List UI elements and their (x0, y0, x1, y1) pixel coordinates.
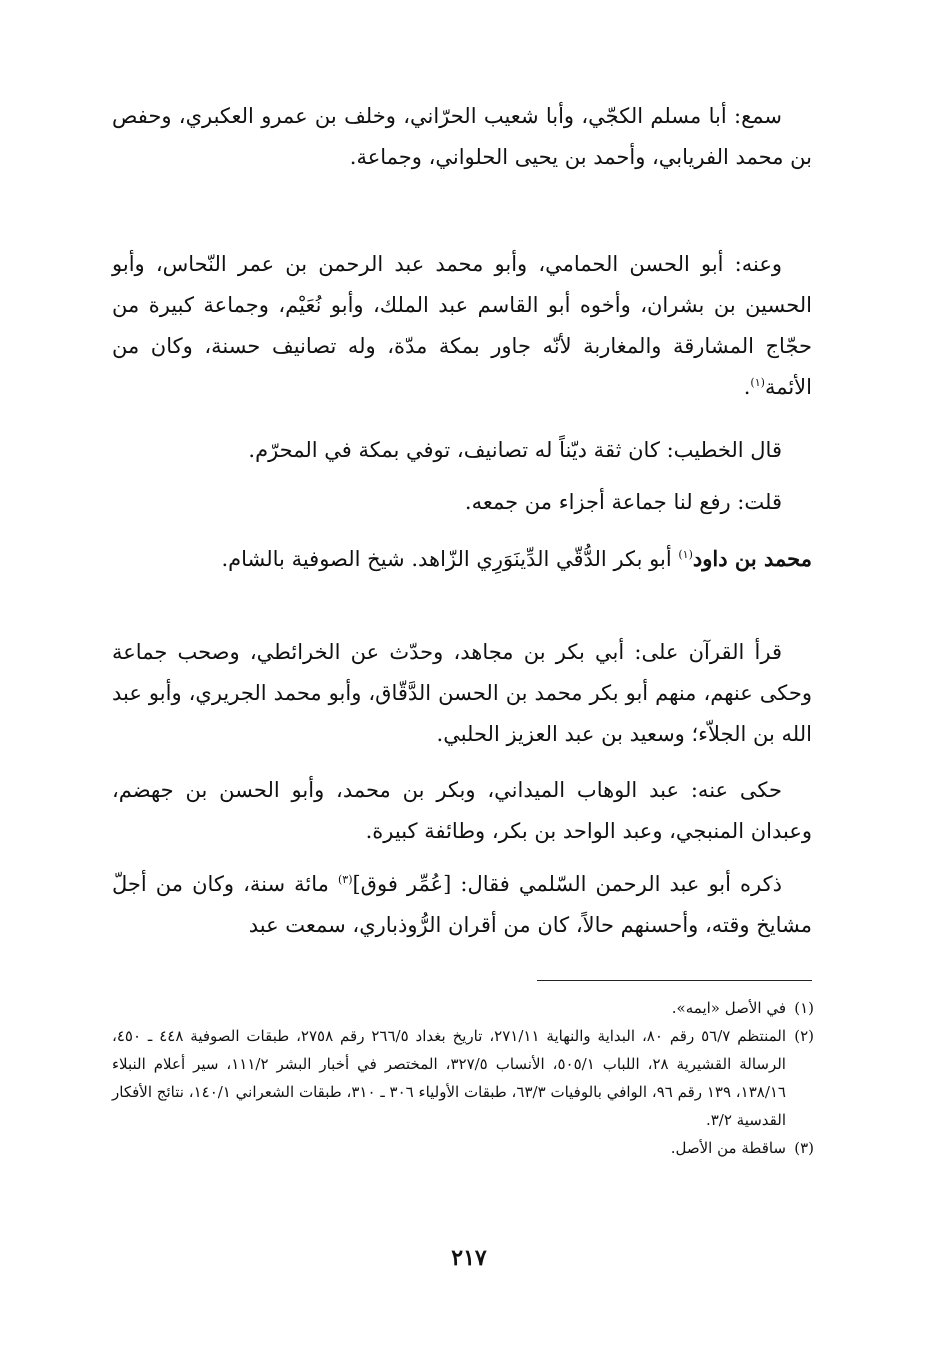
footnote-2 (112, 1022, 814, 1134)
paragraph-8-text-b: مائة سنة، وكان من أجلّ مشايخ وقته، وأحسنهم حالاً، كان من أقران الرُّوذباري، سمعت عبد (112, 872, 812, 937)
footnote-1-number: (١) (794, 999, 814, 1017)
paragraph-8-text-a: ذكره أبو عبد الرحمن السّلمي فقال: [عُمِّر فوق] (352, 872, 782, 896)
paragraph-6 (112, 632, 812, 755)
paragraph-6-text: قرأ القرآن على: أبي بكر بن مجاهد، وحدّث عن الخرائطي، وصحب جماعة وحكى عنهم، منهم أبو بكر محمد بن الحسن الدَّقّاق، وأبو محمد الجريري، وأبو عبد الله بن الجلاّء؛ وسعيد بن عبد العزيز الحلبي. (112, 640, 812, 746)
paragraph-4 (112, 482, 812, 523)
main-text-7 (112, 770, 812, 852)
main-text-6 (112, 632, 812, 755)
main-text (112, 96, 812, 178)
paragraph-8 (112, 864, 812, 946)
paragraph-1-text: سمع: أبا مسلم الكجّي، وأبا شعيب الحرّاني، وخلف بن عمرو العكبري، وحفص بن محمد الفريابي، وأحمد بن يحيى الحلواني، وجماعة. (112, 104, 812, 169)
footnote-divider (537, 980, 812, 981)
paragraph-1 (112, 96, 812, 178)
footnote-3-number: (٣) (794, 1139, 814, 1157)
main-text-5 (112, 538, 812, 580)
footnote-3-text: ساقطة من الأصل. (670, 1139, 786, 1157)
footnote-1-text: في الأصل «ايمه». (671, 999, 786, 1017)
footnote-2-number: (٢) (794, 1027, 814, 1045)
paragraph-7 (112, 770, 812, 852)
footnote-3 (112, 1134, 814, 1162)
main-text-2 (112, 244, 812, 408)
entry-name: محمد بن داود (692, 546, 812, 571)
paragraph-7-text: حكى عنه: عبد الوهاب الميداني، وبكر بن محمد، وأبو الحسن بن جهضم، وعبدان المنبجي، وعبد الواحد بن بكر، وطائفة كبيرة. (112, 778, 812, 843)
paragraph-3-text: قال الخطيب: كان ثقة ديّناً له تصانيف، توفي بمكة في المحرّم. (248, 438, 782, 462)
paragraph-4-text: قلت: رفع لنا جماعة أجزاء من جمعه. (464, 490, 782, 514)
footnote-ref-2: (١) (678, 548, 693, 561)
page-number: ٢١٧ (451, 1245, 487, 1271)
footnotes (112, 994, 814, 1162)
footnote-ref-1: (١) (750, 376, 765, 389)
footnote-2-text: المنتظم ٥٦/٧ رقم ٨٠، البداية والنهاية ٢٧١/١١، تاريخ بغداد ٢٦٦/٥ رقم ٢٧٥٨، طبقات الصوفية ٤٤٨ ـ ٤٥٠، الرسالة القشيرية ٢٨، اللباب ٥٠٥/١، الأنساب ٣٢٧/٥، المختصر في أخبار البشر ١١١/٢، سير أعلام النبلاء ١٣٨/١٦، ١٣٩ رقم ٩٦، الوافي بالوفيات ٦٣/٣، طبقات الأولياء ٣٠٦ ـ ٣١٠، طبقات الشعراني ١٤٠/١، نتائج الأفكار القدسية ٣/٢. (112, 1027, 787, 1129)
paragraph-5 (112, 538, 812, 580)
paragraph-3 (112, 430, 812, 471)
main-text-4 (112, 482, 812, 523)
paragraph-2: وعنه: أبو الحسن الحمامي، وأبو محمد عبد الرحمن بن عمر النّحاس، وأبو الحسين بن بشران، وأخوه أبو القاسم عبد الملك، وأبو نُعَيْم، وجماعة كبيرة من حجّاج المشارقة والمغاربة لأنّه جاور بمكة مدّة، وله تصانيف حسنة، وكان من الأئمة$^{(١)}$. (112, 252, 812, 399)
paragraph-5-text: أبو بكر الدُّقّي الدِّينَوَرِي الزّاهد. شيخ الصوفية بالشام. (221, 547, 672, 571)
main-text-3 (112, 430, 812, 471)
footnote-1 (112, 994, 814, 1022)
main-text-8 (112, 864, 812, 946)
paragraph-2-text: وعنه: أبو الحسن الحمامي، وأبو محمد عبد الرحمن بن عمر النّحاس، وأبو الحسين بن بشران، وأخوه أبو القاسم عبد الملك، وأبو نُعَيْم، وجماعة كبيرة من حجّاج المشارقة والمغاربة لأنّه جاور بمكة مدّة، وله تصانيف حسنة، وكان من الأئمة (112, 252, 812, 399)
footnote-ref-3: (٣) (337, 873, 353, 886)
